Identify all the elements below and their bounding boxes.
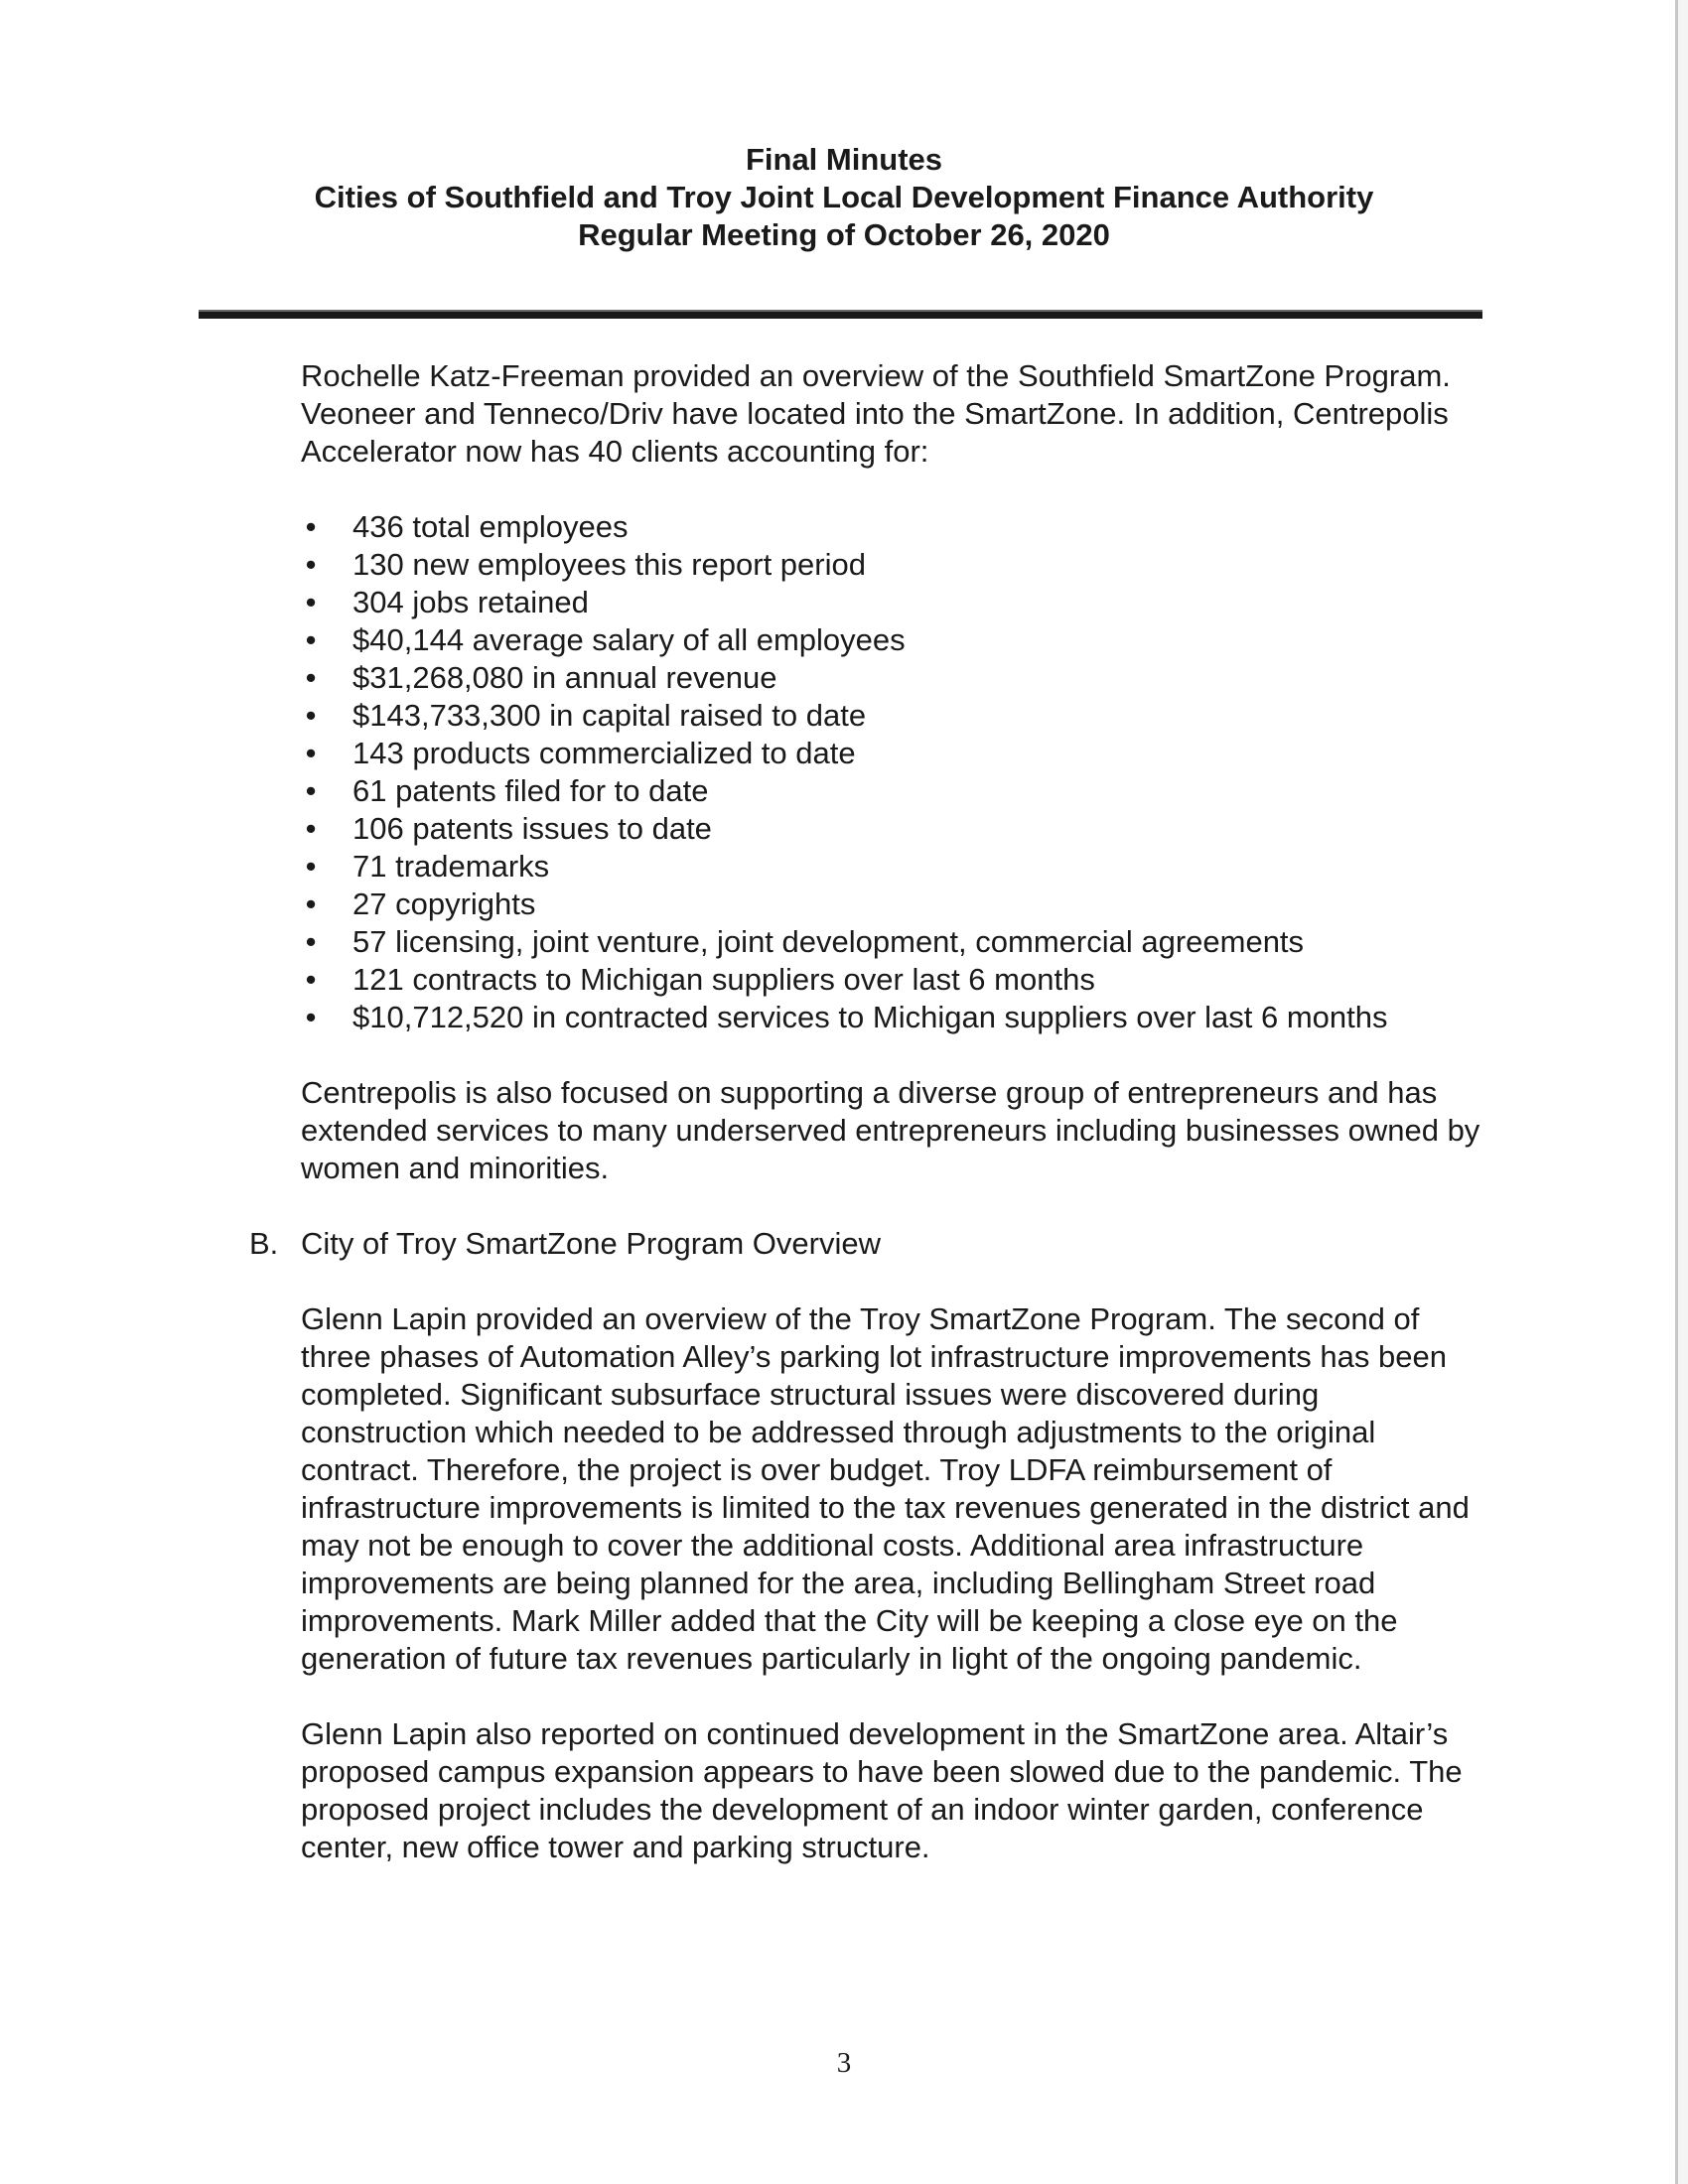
bullet-icon: •	[305, 773, 317, 808]
list-item-text: 57 licensing, joint venture, joint development, commercial agreements	[352, 924, 1305, 959]
section-title: City of Troy SmartZone Program Overview	[301, 1226, 881, 1261]
section-letter: B.	[249, 1226, 279, 1261]
list-item-text: 121 contracts to Michigan suppliers over last 6 months	[352, 962, 1095, 997]
altair-paragraph: Glenn Lapin also reported on continued development in the SmartZone area. Altair’s proposed campus expansion appears to have been slowed due to the pandemic. The proposed project includes the development of an indoor winter garden, conference center, new office tower and parking structure.	[301, 1716, 1463, 1864]
list-item-text: 106 patents issues to date	[352, 811, 712, 846]
list-item	[301, 546, 1492, 584]
list-item-text: 304 jobs retained	[352, 585, 589, 619]
header-title: Final Minutes	[745, 142, 943, 177]
bullet-icon: •	[305, 887, 317, 921]
header-divider	[199, 310, 1482, 319]
troy-overview-paragraph: Glenn Lapin provided an overview of the Troy SmartZone Program. The second of three phases of Automation Alley’s parking lot infrastructure improvements has been completed. Significant subsurface structural issues were discovered during construction which needed to be addressed through adjustments to the original contract. Therefore, the project is over budget. Troy LDFA reimbursement of infrastructure improvements is limited to the tax revenues generated in the district and may not be enough to cover the additional costs. Additional area infrastructure improvements are being planned for the area, including Bellingham Street road improvements. Mark Miller added that the City will be keeping a close eye on the generation of future tax revenues particularly in light of the ongoing pandemic.	[301, 1301, 1470, 1676]
list-item-text: 143 products commercialized to date	[352, 736, 856, 770]
bullet-icon: •	[305, 622, 317, 657]
centrepolis-paragraph: Centrepolis is also focused on supporting a diverse group of entrepreneurs and has extended services to many underserved entrepreneurs including businesses owned by women and minorities.	[301, 1075, 1480, 1185]
bullet-icon: •	[305, 509, 317, 544]
bullet-icon: •	[305, 736, 317, 770]
list-item-text: 61 patents filed for to date	[352, 773, 709, 808]
section-b-heading	[249, 1225, 1492, 1263]
list-item-text: $143,733,300 in capital raised to date	[352, 698, 867, 733]
intro-paragraph: Rochelle Katz-Freeman provided an overview of the Southfield SmartZone Program. Veoneer and Tenneco/Driv have located into the SmartZone. In addition, Centrepolis Accelerator now has 40 clients accounting for:	[301, 358, 1451, 469]
bullet-icon: •	[305, 849, 317, 884]
list-item-text: $40,144 average salary of all employees	[352, 622, 906, 657]
list-item-text: $10,712,520 in contracted services to Michigan suppliers over last 6 months	[352, 1000, 1388, 1034]
list-item-text: 130 new employees this report period	[352, 547, 866, 582]
list-item	[301, 621, 1492, 659]
list-item	[301, 584, 1492, 621]
page-number: 3	[836, 2047, 852, 2079]
list-item	[301, 923, 1492, 961]
document-body	[249, 357, 1492, 1866]
bullet-icon: •	[305, 660, 317, 695]
list-item-text: 27 copyrights	[352, 887, 536, 921]
list-item-text: 436 total employees	[352, 509, 629, 544]
list-item	[301, 659, 1492, 697]
list-item-text: 71 trademarks	[352, 849, 550, 884]
header-meeting-date: Regular Meeting of October 26, 2020	[578, 217, 1110, 252]
bullet-icon: •	[305, 924, 317, 959]
document-header	[0, 141, 1688, 254]
bullet-icon: •	[305, 962, 317, 997]
bullet-icon: •	[305, 547, 317, 582]
header-authority-name: Cities of Southfield and Troy Joint Local Development Finance Authority	[314, 180, 1374, 214]
metrics-list	[301, 508, 1492, 1036]
list-item	[301, 772, 1492, 810]
list-item	[301, 848, 1492, 886]
list-item	[301, 508, 1492, 546]
bullet-icon: •	[305, 698, 317, 733]
bullet-icon: •	[305, 1000, 317, 1034]
list-item	[301, 735, 1492, 772]
list-item	[301, 999, 1492, 1036]
list-item	[301, 961, 1492, 999]
list-item-text: $31,268,080 in annual revenue	[352, 660, 777, 695]
list-item	[301, 810, 1492, 848]
bullet-icon: •	[305, 811, 317, 846]
bullet-icon: •	[305, 585, 317, 619]
list-item	[301, 697, 1492, 735]
list-item	[301, 886, 1492, 923]
page-edge	[1675, 0, 1688, 2184]
